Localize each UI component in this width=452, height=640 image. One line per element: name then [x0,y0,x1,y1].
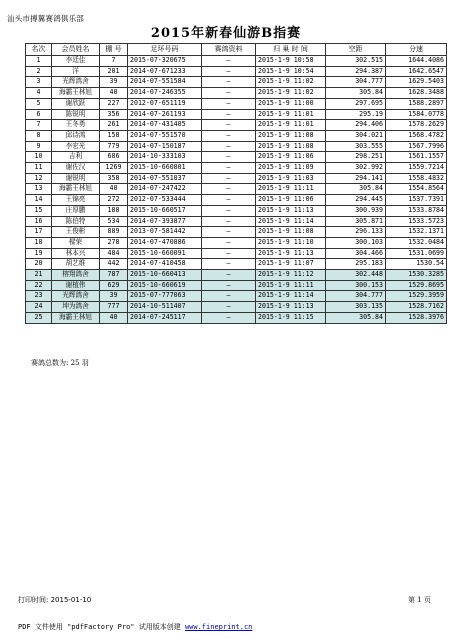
distance-cell: 294.445 [326,195,386,206]
member-name-cell: 海霸王林旭 [52,184,100,195]
distance-cell: 295.183 [326,259,386,270]
loft-number-cell: 272 [100,195,128,206]
member-name-cell: 王冬勇 [52,120,100,131]
rank-cell: 23 [26,291,52,302]
speed-cell: 1532.1371 [386,227,447,238]
member-name-cell: 光辉鸽舍 [52,77,100,88]
pigeon-info-cell: — [202,205,256,216]
speed-cell: 1578.2629 [386,120,447,131]
distance-cell: 305.84 [326,184,386,195]
rank-cell: 6 [26,109,52,120]
member-name-cell: 榕翔鸽舍 [52,270,100,281]
speed-cell: 1642.6547 [386,66,447,77]
table-row [26,216,447,227]
organization-name: 汕头市搏翼赛鸽俱乐部 [7,14,84,23]
rank-cell: 18 [26,237,52,248]
loft-number-cell: 40 [100,184,128,195]
member-name-cell: 李宏光 [52,141,100,152]
speed-cell: 1532.0484 [386,237,447,248]
ring-number-cell: 2014-07-245117 [128,312,202,323]
loft-number-cell: 188 [100,205,128,216]
distance-cell: 303.135 [326,302,386,313]
distance-cell: 304.777 [326,77,386,88]
member-name-cell: 海霸王林旭 [52,88,100,99]
pigeon-info-cell: — [202,109,256,120]
arrival-time-cell: 2015-1-9 11:13 [256,205,326,216]
member-name-cell: 王锦亮 [52,195,100,206]
footer-link[interactable]: www.fineprint.cn [184,623,253,631]
member-name-cell: 谢佐汉 [52,163,100,174]
arrival-time-cell: 2015-1-9 11:09 [256,163,326,174]
table-row [26,77,447,88]
member-name-cell: 邱诗鸿 [52,130,100,141]
rank-cell: 11 [26,163,52,174]
arrival-time-cell: 2015-1-9 10:54 [256,66,326,77]
rank-cell: 15 [26,205,52,216]
speed-cell: 1528.3976 [386,312,447,323]
member-name-cell: 樑荣 [52,237,100,248]
distance-cell: 304.021 [326,130,386,141]
ring-number-cell: 2014-07-671233 [128,66,202,77]
table-row [26,237,447,248]
distance-cell: 305.84 [326,312,386,323]
speed-cell: 1558.4832 [386,173,447,184]
speed-cell: 1533.8784 [386,205,447,216]
header-distance: 空距 [326,44,386,56]
arrival-time-cell: 2015-1-9 11:13 [256,248,326,259]
distance-cell: 300.153 [326,280,386,291]
ring-number-cell: 2014-07-150187 [128,141,202,152]
arrival-time-cell: 2015-1-9 11:06 [256,152,326,163]
loft-number-cell: 442 [100,259,128,270]
pigeon-info-cell: — [202,248,256,259]
rank-cell: 20 [26,259,52,270]
table-row [26,120,447,131]
distance-cell: 304.777 [326,291,386,302]
header-loft-number: 棚 号 [100,44,128,56]
loft-number-cell: 158 [100,130,128,141]
header-rank: 名次 [26,44,52,56]
speed-cell: 1561.1557 [386,152,447,163]
loft-number-cell: 787 [100,270,128,281]
rank-cell: 19 [26,248,52,259]
loft-number-cell: 1269 [100,163,128,174]
arrival-time-cell: 2015-1-9 11:14 [256,216,326,227]
speed-cell: 1568.4782 [386,130,447,141]
ring-number-cell: 2015-10-660517 [128,205,202,216]
distance-cell: 303.555 [326,141,386,152]
ring-number-cell: 2014-07-431405 [128,120,202,131]
ring-number-cell: 2014-07-551570 [128,130,202,141]
table-row [26,152,447,163]
arrival-time-cell: 2015-1-9 11:08 [256,141,326,152]
pigeon-info-cell: — [202,312,256,323]
ring-number-cell: 2015-10-660413 [128,270,202,281]
member-name-cell: 庄厚鹏 [52,205,100,216]
rank-cell: 8 [26,130,52,141]
distance-cell: 297.695 [326,98,386,109]
speed-cell: 1629.5403 [386,77,447,88]
loft-number-cell: 7 [100,56,128,67]
ring-number-cell: 2012-07-533444 [128,195,202,206]
member-name-cell: 光辉鸽舍 [52,291,100,302]
arrival-time-cell: 2015-1-9 11:06 [256,195,326,206]
ring-number-cell: 2015-10-660619 [128,280,202,291]
table-body [26,56,447,324]
member-name-cell: 吉利 [52,152,100,163]
table-row [26,259,447,270]
distance-cell: 298.251 [326,152,386,163]
pigeon-info-cell: — [202,120,256,131]
ring-number-cell: 2015-07-777063 [128,291,202,302]
loft-number-cell: 484 [100,248,128,259]
arrival-time-cell: 2015-1-9 11:10 [256,237,326,248]
member-name-cell: 林本兴 [52,248,100,259]
pigeon-info-cell: — [202,163,256,174]
loft-number-cell: 227 [100,98,128,109]
header-ring-number: 足环号码 [128,44,202,56]
pigeon-info-cell: — [202,141,256,152]
distance-cell: 294.387 [326,66,386,77]
speed-cell: 1529.8695 [386,280,447,291]
arrival-time-cell: 2015-1-9 11:15 [256,312,326,323]
table-row [26,270,447,281]
table-row [26,227,447,238]
distance-cell: 302.515 [326,56,386,67]
rank-cell: 12 [26,173,52,184]
speed-cell: 1628.3488 [386,88,447,99]
footer-text: PDF 文件使用 "pdfFactory Pro" 试用版本创建 [18,623,185,631]
speed-cell: 1644.4086 [386,56,447,67]
pigeon-info-cell: — [202,130,256,141]
rank-cell: 13 [26,184,52,195]
table-row [26,248,447,259]
table-row [26,130,447,141]
speed-cell: 1537.7391 [386,195,447,206]
speed-cell: 1529.3959 [386,291,447,302]
arrival-time-cell: 2015-1-9 11:12 [256,270,326,281]
rank-cell: 16 [26,216,52,227]
loft-number-cell: 686 [100,152,128,163]
table-row [26,173,447,184]
pigeon-info-cell: — [202,184,256,195]
loft-number-cell: 201 [100,66,128,77]
member-name-cell: 陈锐明 [52,109,100,120]
arrival-time-cell: 2015-1-9 11:00 [256,98,326,109]
speed-cell: 1533.5723 [386,216,447,227]
arrival-time-cell: 2015-1-9 11:07 [256,259,326,270]
pigeon-info-cell: — [202,291,256,302]
speed-cell: 1567.7996 [386,141,447,152]
member-name-cell: 谢锐明 [52,173,100,184]
member-name-cell: 陈伯特 [52,216,100,227]
pigeon-info-cell: — [202,173,256,184]
arrival-time-cell: 2015-1-9 11:03 [256,173,326,184]
arrival-time-cell: 2015-1-9 10:58 [256,56,326,67]
member-name-cell: 王俊彬 [52,227,100,238]
ring-number-cell: 2014-07-393877 [128,216,202,227]
rank-cell: 1 [26,56,52,67]
pigeon-info-cell: — [202,88,256,99]
table-header-row [26,44,447,56]
header-pigeon-info: 赛鸽资料 [202,44,256,56]
table-row [26,184,447,195]
distance-cell: 294.406 [326,120,386,131]
arrival-time-cell: 2015-1-9 11:14 [256,291,326,302]
table-row [26,205,447,216]
pigeon-info-cell: — [202,227,256,238]
loft-number-cell: 39 [100,291,128,302]
arrival-time-cell: 2015-1-9 11:02 [256,88,326,99]
table-row [26,302,447,313]
arrival-time-cell: 2015-1-9 11:11 [256,280,326,291]
member-name-cell: 谢植伟 [52,280,100,291]
ring-number-cell: 2014-07-470886 [128,237,202,248]
ring-number-cell: 2014-07-247422 [128,184,202,195]
loft-number-cell: 358 [100,173,128,184]
print-time: 打印时间: 2015-01-10 [18,596,92,604]
distance-cell: 302.448 [326,270,386,281]
loft-number-cell: 356 [100,109,128,120]
rank-cell: 22 [26,280,52,291]
table-row [26,291,447,302]
loft-number-cell: 40 [100,312,128,323]
rank-cell: 21 [26,270,52,281]
distance-cell: 296.133 [326,227,386,238]
ring-number-cell: 2014-07-246355 [128,88,202,99]
page-title: 2015年新春仙游B指赛 [150,26,302,41]
arrival-time-cell: 2015-1-9 11:08 [256,227,326,238]
page-number: 第 1 页 [408,596,431,604]
ring-number-cell: 2012-07-651119 [128,98,202,109]
speed-cell: 1559.7214 [386,163,447,174]
ring-number-cell: 2014-10-333103 [128,152,202,163]
ring-number-cell: 2014-07-551584 [128,77,202,88]
loft-number-cell: 40 [100,88,128,99]
loft-number-cell: 261 [100,120,128,131]
distance-cell: 295.19 [326,109,386,120]
arrival-time-cell: 2015-1-9 11:11 [256,184,326,195]
speed-cell: 1588.2897 [386,98,447,109]
pigeon-info-cell: — [202,195,256,206]
distance-cell: 300.939 [326,205,386,216]
header-member-name: 会员姓名 [52,44,100,56]
distance-cell: 305.871 [326,216,386,227]
rank-cell: 3 [26,77,52,88]
table-row [26,109,447,120]
arrival-time-cell: 2015-1-9 11:08 [256,130,326,141]
ring-number-cell: 2015-10-660091 [128,248,202,259]
loft-number-cell: 629 [100,280,128,291]
loft-number-cell: 889 [100,227,128,238]
loft-number-cell: 777 [100,302,128,313]
ring-number-cell: 2014-07-410458 [128,259,202,270]
table-row [26,312,447,323]
ring-number-cell: 2015-10-660801 [128,163,202,174]
rank-cell: 7 [26,120,52,131]
member-name-cell: 谢欣跃 [52,98,100,109]
distance-cell: 302.992 [326,163,386,174]
header-arrival-time: 归 巢 时 间 [256,44,326,56]
speed-cell: 1584.0778 [386,109,447,120]
loft-number-cell: 779 [100,141,128,152]
ring-number-cell: 2013-07-581442 [128,227,202,238]
total-pigeons: 赛鸽总数为: 25 羽 [31,359,89,367]
member-name-cell: 坤为鸽舍 [52,302,100,313]
results-table [25,43,447,324]
rank-cell: 17 [26,227,52,238]
pigeon-info-cell: — [202,259,256,270]
loft-number-cell: 534 [100,216,128,227]
pigeon-info-cell: — [202,302,256,313]
pigeon-info-cell: — [202,56,256,67]
speed-cell: 1528.7162 [386,302,447,313]
rank-cell: 24 [26,302,52,313]
header-speed: 分速 [386,44,447,56]
pigeon-info-cell: — [202,152,256,163]
table-row [26,195,447,206]
table-row [26,141,447,152]
rank-cell: 2 [26,66,52,77]
pigeon-info-cell: — [202,280,256,291]
rank-cell: 9 [26,141,52,152]
speed-cell: 1531.0699 [386,248,447,259]
member-name-cell: 海霸王林旭 [52,312,100,323]
table-row [26,98,447,109]
distance-cell: 305.84 [326,88,386,99]
rank-cell: 14 [26,195,52,206]
ring-number-cell: 2014-07-551037 [128,173,202,184]
pigeon-info-cell: — [202,237,256,248]
pigeon-info-cell: — [202,98,256,109]
arrival-time-cell: 2015-1-9 11:02 [256,77,326,88]
member-name-cell: 洋 [52,66,100,77]
arrival-time-cell: 2015-1-9 11:01 [256,109,326,120]
speed-cell: 1530.54 [386,259,447,270]
speed-cell: 1554.8564 [386,184,447,195]
ring-number-cell: 2015-07-320675 [128,56,202,67]
member-name-cell: 李廷佳 [52,56,100,67]
distance-cell: 294.141 [326,173,386,184]
ring-number-cell: 2014-10-511407 [128,302,202,313]
rank-cell: 25 [26,312,52,323]
member-name-cell: 胡艺维 [52,259,100,270]
ring-number-cell: 2014-07-261193 [128,109,202,120]
table-row [26,66,447,77]
pigeon-info-cell: — [202,66,256,77]
table-row [26,88,447,99]
table-row [26,280,447,291]
pdf-footer [18,622,252,632]
arrival-time-cell: 2015-1-9 11:13 [256,302,326,313]
pigeon-info-cell: — [202,77,256,88]
distance-cell: 300.103 [326,237,386,248]
arrival-time-cell: 2015-1-9 11:01 [256,120,326,131]
distance-cell: 304.466 [326,248,386,259]
rank-cell: 10 [26,152,52,163]
speed-cell: 1530.3285 [386,270,447,281]
loft-number-cell: 278 [100,237,128,248]
table-row [26,56,447,67]
pigeon-info-cell: — [202,216,256,227]
rank-cell: 4 [26,88,52,99]
rank-cell: 5 [26,98,52,109]
loft-number-cell: 39 [100,77,128,88]
table-row [26,163,447,174]
pigeon-info-cell: — [202,270,256,281]
